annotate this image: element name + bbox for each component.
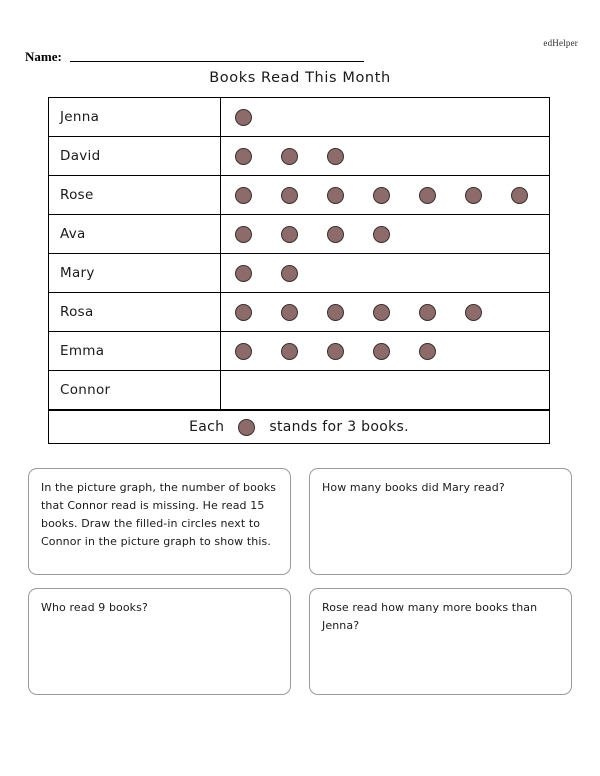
question-box-4[interactable] [309,588,572,695]
question-text-1: In the picture graph, the number of books that Connor read is missing. He read 15 books. Draw the filled-in circles next to Connor in the picture graph to show this. [41,481,277,548]
filled-circle-icon [235,265,252,282]
row-label-mary: Mary [49,254,221,292]
filled-circle-icon [235,304,252,321]
table-row [49,332,549,371]
row-label-rose: Rose [49,176,221,214]
row-dots-ava[interactable] [221,215,549,253]
legend-suffix: stands for 3 books. [269,419,409,435]
question-text-4: Rose read how many more books than Jenna? [322,601,538,632]
filled-circle-icon [235,226,252,243]
row-label-emma: Emma [49,332,221,370]
row-dots-mary[interactable] [221,254,549,292]
table-row [49,215,549,254]
filled-circle-icon [373,187,390,204]
filled-circle-icon [235,343,252,360]
name-field-row [25,50,364,64]
legend-row [49,410,549,443]
filled-circle-icon [281,265,298,282]
name-write-line[interactable] [70,61,364,62]
filled-circle-icon [281,148,298,165]
table-row [49,98,549,137]
name-label: Name: [25,49,62,64]
row-label-jenna: Jenna [49,98,221,136]
filled-circle-icon [373,304,390,321]
filled-circle-icon [511,187,528,204]
row-label-rosa: Rosa [49,293,221,331]
filled-circle-icon [419,304,436,321]
page-title: Books Read This Month [209,70,391,86]
filled-circle-icon [235,148,252,165]
row-dots-rose[interactable] [221,176,557,214]
filled-circle-icon [327,226,344,243]
table-row [49,293,549,332]
edhelper-logo: edHelper [543,38,578,48]
question-box-1[interactable] [28,468,291,575]
filled-circle-icon [327,148,344,165]
question-text-2: How many books did Mary read? [322,481,505,494]
row-label-david: David [49,137,221,175]
filled-circle-icon [327,343,344,360]
filled-circle-icon [327,304,344,321]
filled-circle-icon [419,343,436,360]
legend-prefix: Each [189,419,225,435]
row-label-connor: Connor [49,371,221,409]
question-box-3[interactable] [28,588,291,695]
pictograph-table [48,97,550,444]
row-dots-emma[interactable] [221,332,549,370]
row-label-ava: Ava [49,215,221,253]
filled-circle-icon [327,187,344,204]
filled-circle-icon [465,304,482,321]
filled-circle-icon [373,343,390,360]
table-row [49,371,549,410]
question-text-3: Who read 9 books? [41,601,148,614]
row-dots-david[interactable] [221,137,549,175]
filled-circle-icon [419,187,436,204]
filled-circle-icon [281,304,298,321]
table-row [49,176,549,215]
question-box-2[interactable] [309,468,572,575]
filled-circle-icon [281,343,298,360]
filled-circle-icon [281,187,298,204]
table-row [49,254,549,293]
filled-circle-icon [465,187,482,204]
filled-circle-icon [235,109,252,126]
filled-circle-icon [235,187,252,204]
filled-circle-icon [373,226,390,243]
questions-grid [28,468,572,695]
row-dots-connor[interactable] [221,371,549,409]
row-dots-rosa[interactable] [221,293,549,331]
filled-circle-icon [238,419,255,436]
filled-circle-icon [281,226,298,243]
table-row [49,137,549,176]
row-dots-jenna[interactable] [221,98,549,136]
